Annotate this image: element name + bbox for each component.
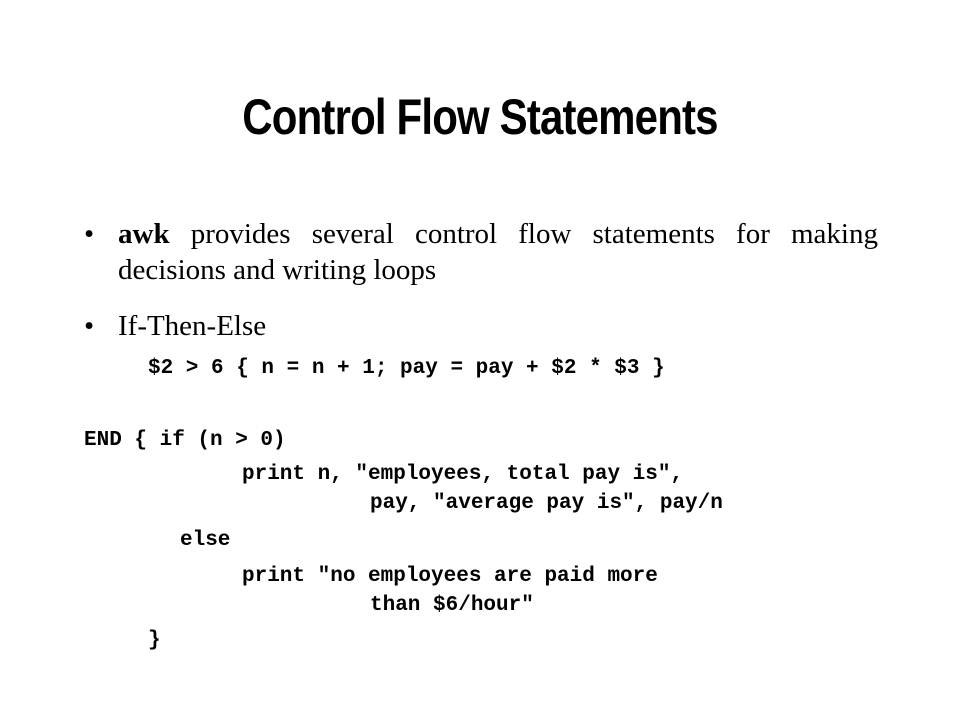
bullet-body: provides several control flow statements for making decisions and writing loops [118,218,878,286]
slide-title: Control Flow Statements [242,89,718,145]
bullet-marker: • [84,218,95,250]
bullet-marker: • [84,310,95,342]
code-line: } [148,629,161,652]
bullet-body: If-Then-Else [118,310,267,342]
code-line: print "no employees are paid more [242,565,658,588]
code-line: than $6/hour" [370,594,534,617]
bullet-emphasis: awk [118,218,170,250]
bullet-text [118,308,878,344]
bullet-item [84,216,884,296]
code-line: pay, "average pay is", pay/n [370,492,723,515]
code-line: print n, "employees, total pay is", [242,463,684,486]
bullet-item [84,308,884,348]
bullet-text [118,216,878,288]
code-line: END { if (n > 0) [84,429,286,452]
code-line: $2 > 6 { n = n + 1; pay = pay + $2 * $3 } [148,357,665,380]
code-line: else [180,529,231,552]
